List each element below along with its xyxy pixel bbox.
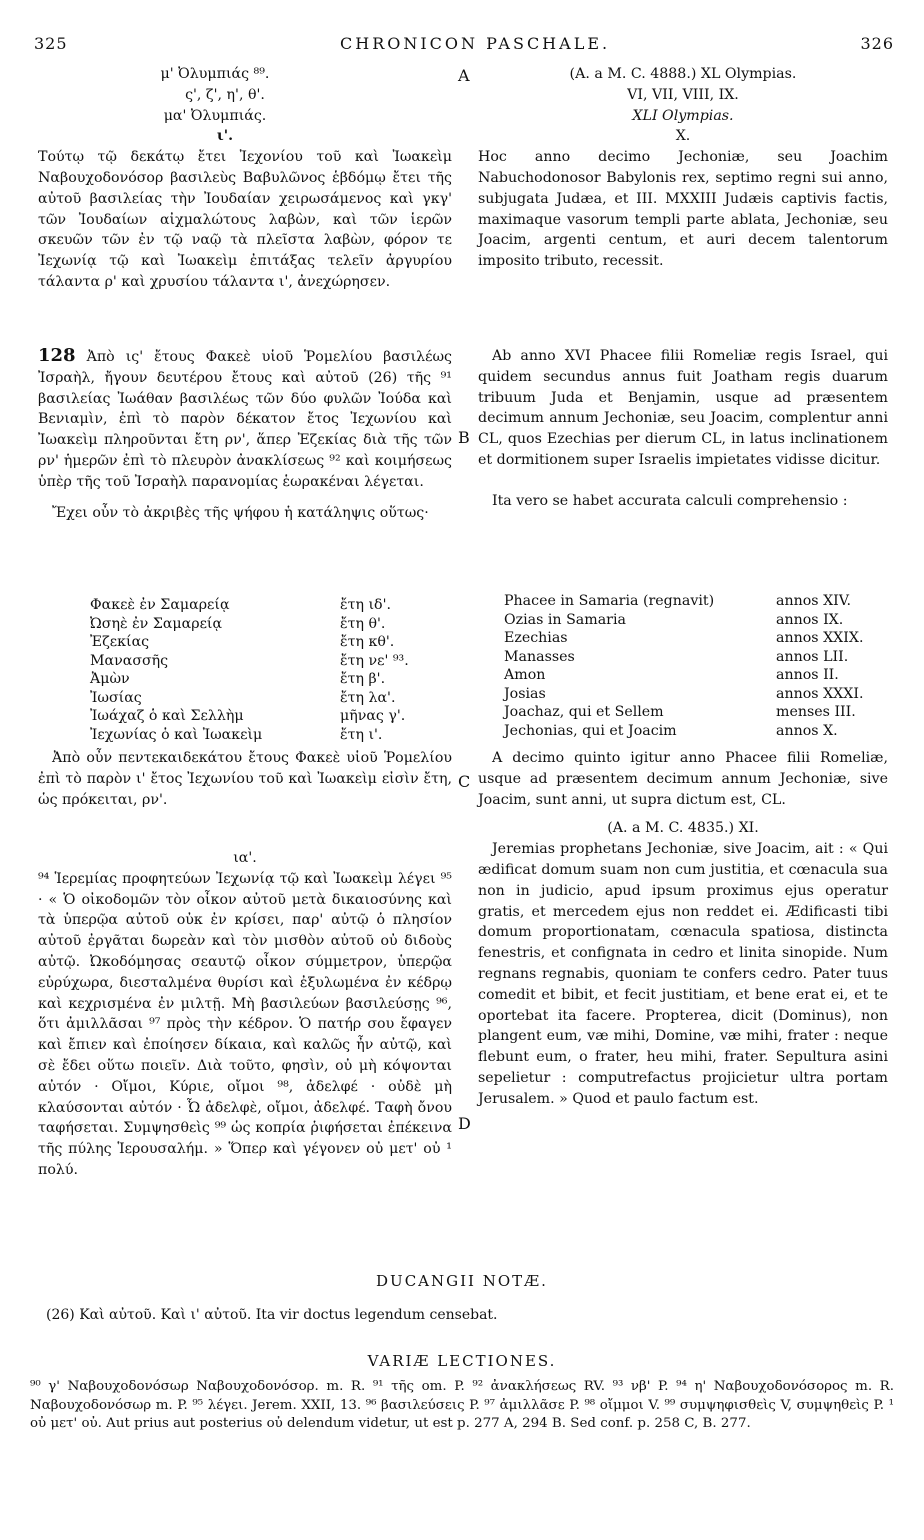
table-row: Ozias in Samaria annos IX. — [504, 611, 844, 628]
table-row: Joachaz, qui et Sellem menses III. — [504, 704, 856, 720]
latin-paragraph-5: Jeremias prophetans Jechoniæ, sive Joacim, ait : « Qui ædificat domum suam non cum justitia, et cœnacula sua non in judicio, apud ipsum proximus ejus operatur gratis, et mercedem ejus non reddet ei. Ædificasti tibi domum proportionatam, cœnacula spatiosa, distincta fenestris, et confignata in cedro et linita sinopide. Num regnans regnabis, quoniam te confers cedro. Pater tuus comedit et bibit, et fecit justitiam, et bene erat ei, et te oportebat ita facere. Propterea, dicit (Dominus), non plangent eum, væ mihi, Domine, væ mihi, frater : neque flebunt eum, o frater, heu mihi, frater. Sepultura asini sepelietur : computrefactus projicietur ultra portam Jerusalem. » Quod et paulo factum est. — [478, 841, 888, 1107]
latin-column-mid — [478, 346, 888, 512]
latin-paragraph-1: Hoc anno decimo Jechoniæ, seu Joachim Nabuchodonosor Babylonis rex, septimo regni sui anno, subjugata Judæa, et III. MXXIII Judæis captivis factis, maximaque vasorum templi parte ablata, Jechoniæ, seu Joacim, argenti centum, et auri decem talentorum imposito tributo, recessit. — [478, 149, 888, 270]
table-row: Μανασσῆς ἔτη νε' ⁹³. — [90, 652, 409, 669]
latin-paragraph-2: Ab anno XVI Phacee filii Romeliæ regis Israel, qui quidem secundus annus fuit Joatham regis duarum tribuum Juda et Benjamin, usque ad præsentem decimum annum Jechoniæ, seu Joacim, complentur anni CL, quos Ezechias per dierum CL, in latus inclinationem et dormitionem super Israelis impietates vidisse dicitur. — [478, 348, 888, 468]
latin-year-marker-2: (A. a M. C. 4835.) XI. — [607, 820, 759, 837]
table-row: Manasses annos LII. — [504, 648, 849, 665]
ducange-heading: DUCANGII NOTÆ. — [376, 1272, 548, 1290]
latin-year-marker: X. — [675, 128, 691, 145]
margin-letter-c: C — [458, 772, 471, 791]
variae-heading: VARIÆ LECTIONES. — [367, 1352, 557, 1370]
latin-column-lower — [478, 748, 888, 1110]
table-row: Ἀμὼν ἔτη β'. — [90, 671, 386, 687]
table-row: Phacee in Samaria (regnavit) annos XIV. — [504, 593, 852, 609]
greek-paragraph-2: Ἀπὸ ις' ἔτους Φακεὲ υἱοῦ Ῥομελίου βασιλέως Ἰσραὴλ, ἤγουν δευτέρου ἔτους καὶ αὐτοῦ (26) τῆς ⁹¹ βασιλείας Ἰωάθαν βασιλέως τῶν δύο φυλῶν Ἰούδα καὶ Βενιαμὶν, ἐπὶ τὸ παρὸν δέκατον ἔτος Ἰεχωνίου καὶ Ἰωακεὶμ πληροῦνται ἔτη ρν', ἅπερ Ἐζεκίας διὰ τῆς τῶν ρν' ἡμερῶν ἐπὶ τὸ πλευρὸν ἀνακλίσεως ⁹² καὶ κοιμήσεως ὑπὲρ τῆς τοῦ Ἰσραὴλ παρανομίας ἑωρακέναι λέγεται. — [38, 349, 452, 490]
table-row: Ἰεχωνίας ὁ καὶ Ἰωακεὶμ ἔτη ι'. — [90, 726, 383, 743]
latin-years-heading: VI, VII, VIII, IX. — [627, 86, 739, 103]
variae-lectiones-text: ⁹⁰ γ' Ναβουχοδονόσωρ Ναβουχοδονόσορ. m. R. ⁹¹ τῆς om. P. ⁹² ἀνακλήσεως RV. ⁹³ νβ' P. ⁹⁴ η' Ναβουχοδονόσορος m. R. Ναβουχοδονόσωρ m. P. ⁹⁵ λέγει. Jerem. XXII, 13. ⁹⁶ βασιλεύσεις P. ⁹⁷ ἀμιλλᾶσε P. ⁹⁸ οἴμμοι V. ⁹⁹ συμψηφισθεὶς V, συμψηθεὶς P. ¹ οὐ μετ' οὐ. Aut prius aut posterius οὐ delendum videtur, ut est p. 277 A, 294 B. Sed conf. p. 258 C, B. 277. — [30, 1379, 894, 1431]
greek-paragraph-4: Ἀπὸ οὖν πεντεκαιδεκάτου ἔτους Φακεὲ υἱοῦ Ῥομελίου ἐπὶ τὸ παρὸν ι' ἔτος Ἰεχωνίου τοῦ καὶ Ἰωακεὶμ εἰσὶν ἔτη, ὡς πρόκειται, ρν'. — [38, 750, 452, 808]
greek-column-top — [38, 64, 452, 293]
section-number: 128 — [38, 345, 76, 366]
table-row: Ezechias annos XXIX. — [504, 630, 864, 646]
latin-reign-table — [504, 592, 888, 740]
greek-paragraph-5: ⁹⁴ Ἱερεμίας προφητεύων Ἰεχωνίᾳ τῷ καὶ Ἰωακεὶμ λέγει ⁹⁵ · « Ὁ οἰκοδομῶν τὸν οἶκον αὐτοῦ μετὰ δικαιοσύνης καὶ τὰ ὑπερῷα αὐτοῦ οὐκ ἐν κρίσει, παρ' αὐτῷ ὁ πλησίον αὐτοῦ ἐργᾶται δωρεὰν καὶ τὸν μισθὸν αὐτοῦ οὐ διδοὺς αὐτῷ. Ὠκοδόμησας σεαυτῷ οἶκον σύμμετρον, ὑπερῷα εὐρύχωρα, διεσταλμένα θυρίσι καὶ ἐξυλωμένα ἐν κέδρῳ καὶ κεχρισμένα ἐν μιλτῇ. Μὴ βασιλεύων βασιλεύσῃς ⁹⁶, ὅτι ἀμιλλᾶσαι ⁹⁷ πρὸς τὴν κέδρον. Ὁ πατήρ σου ἔφαγεν καὶ ἔπιεν καὶ ἐποίησεν δίκαια, καὶ καλῶς ἦν αὐτῷ, καὶ σὲ ἔδει οὕτω ποιεῖν. Διὰ τοῦτο, φησὶν, οὐ μὴ κόψονται αὐτόν · Οἴμοι, Κύριε, οἴμοι ⁹⁸, ἀδελφέ · οὐδὲ μὴ κλαύσονται αὐτόν · Ὦ ἀδελφὲ, οἴμοι, ἀδελφέ. Ταφὴ ὄνου ταφήσεται. Συμψησθεὶς ⁹⁹ ὡς κοπρία ῥιφήσεται ἐπέκεινα τῆς πύλης Ἱερουσαλήμ. » Ὅπερ καὶ γέγονεν οὐ μετ' οὐ ¹ πολύ. — [38, 870, 452, 1178]
greek-column-lower — [38, 748, 452, 810]
greek-reign-table — [90, 596, 450, 744]
table-row: Ἐζεκίας ἔτη κθ'. — [90, 634, 395, 650]
ducange-note: (26) Καὶ αὐτοῦ. Καὶ ι' αὐτοῦ. Ita vir doctus legendum censebat. — [46, 1307, 498, 1323]
latin-paragraph-3: Ita vero se habet accurata calculi comprehensio : — [492, 492, 848, 509]
table-row: Amon annos II. — [504, 667, 839, 683]
margin-letter-a: A — [458, 66, 470, 85]
margin-letter-d: D — [458, 1114, 471, 1133]
page-number-right: 326 — [860, 34, 894, 53]
greek-column-mid — [38, 346, 452, 523]
table-row: Ὠσηὲ ἐν Σαμαρείᾳ ἔτη θ'. — [90, 615, 386, 632]
greek-paragraph-1: Τούτῳ τῷ δεκάτῳ ἔτει Ἰεχονίου τοῦ καὶ Ἰωακεὶμ Ναβουχοδονόσορ βασιλεὺς Βαβυλῶνος ἑβδόμῳ ἔτει τῆς αὐτοῦ βασιλείας τὴν Ἰουδαίαν χειρωσάμενος καὶ γκγ' τῶν Ἰουδαίων αἰχμαλώτους λαβὼν, καὶ τῶν ἱερῶν σκευῶν τῶν ἐν τῷ ναῷ τὰ πλεῖστα λαβὼν, φόρον τε Ἰεχωνίᾳ τῷ καὶ Ἰωακεὶμ ἐπιτάξας τελεῖν ἀργυρίου τάλαντα ρ' καὶ χρυσίου τάλαντα ι', ἀνεχώρησεν. — [38, 149, 452, 290]
table-row: Φακεὲ ἐν Σαμαρείᾳ ἔτη ιδ'. — [90, 597, 391, 613]
table-row: Ἰωάχαζ ὁ καὶ Σελλὴμ μῆνας γ'. — [90, 708, 406, 724]
years-heading: ς', ζ', η', θ'. — [185, 86, 265, 103]
year-marker: ι'. — [216, 128, 234, 145]
page-number-left: 325 — [34, 34, 68, 53]
latin-column-top — [478, 64, 888, 272]
table-row: Josias annos XXXI. — [504, 685, 864, 702]
greek-paragraph-3: Ἔχει οὖν τὸ ἀκριβὲς τῆς ψήφου ἡ κατάληψις οὕτως· — [52, 504, 429, 521]
year-marker-2: ια'. — [233, 850, 257, 866]
table-row: Ἰωσίας ἔτη λα'. — [90, 689, 396, 706]
running-title: CHRONICON PASCHALE. — [340, 34, 611, 53]
margin-letter-b: B — [458, 428, 470, 447]
greek-column-bottom — [38, 848, 452, 1181]
table-row: Jechonias, qui et Joacim annos X. — [504, 722, 838, 739]
olympiad-heading: μ' Ὀλυμπιάς ⁸⁹. — [160, 66, 270, 82]
latin-olympiad-heading: (A. a M. C. 4888.) XL Olympias. — [569, 66, 797, 82]
latin-paragraph-4: A decimo quinto igitur anno Phacee filii Romeliæ, usque ad præsentem decimum annum Jechoniæ, sive Joacim, sunt anni, ut supra dictum est, CL. — [478, 750, 888, 808]
latin-olympiad-heading-2: XLI Olympias. — [632, 107, 734, 124]
olympiad-heading-2: μα' Ὀλυμπιάς. — [163, 107, 267, 124]
